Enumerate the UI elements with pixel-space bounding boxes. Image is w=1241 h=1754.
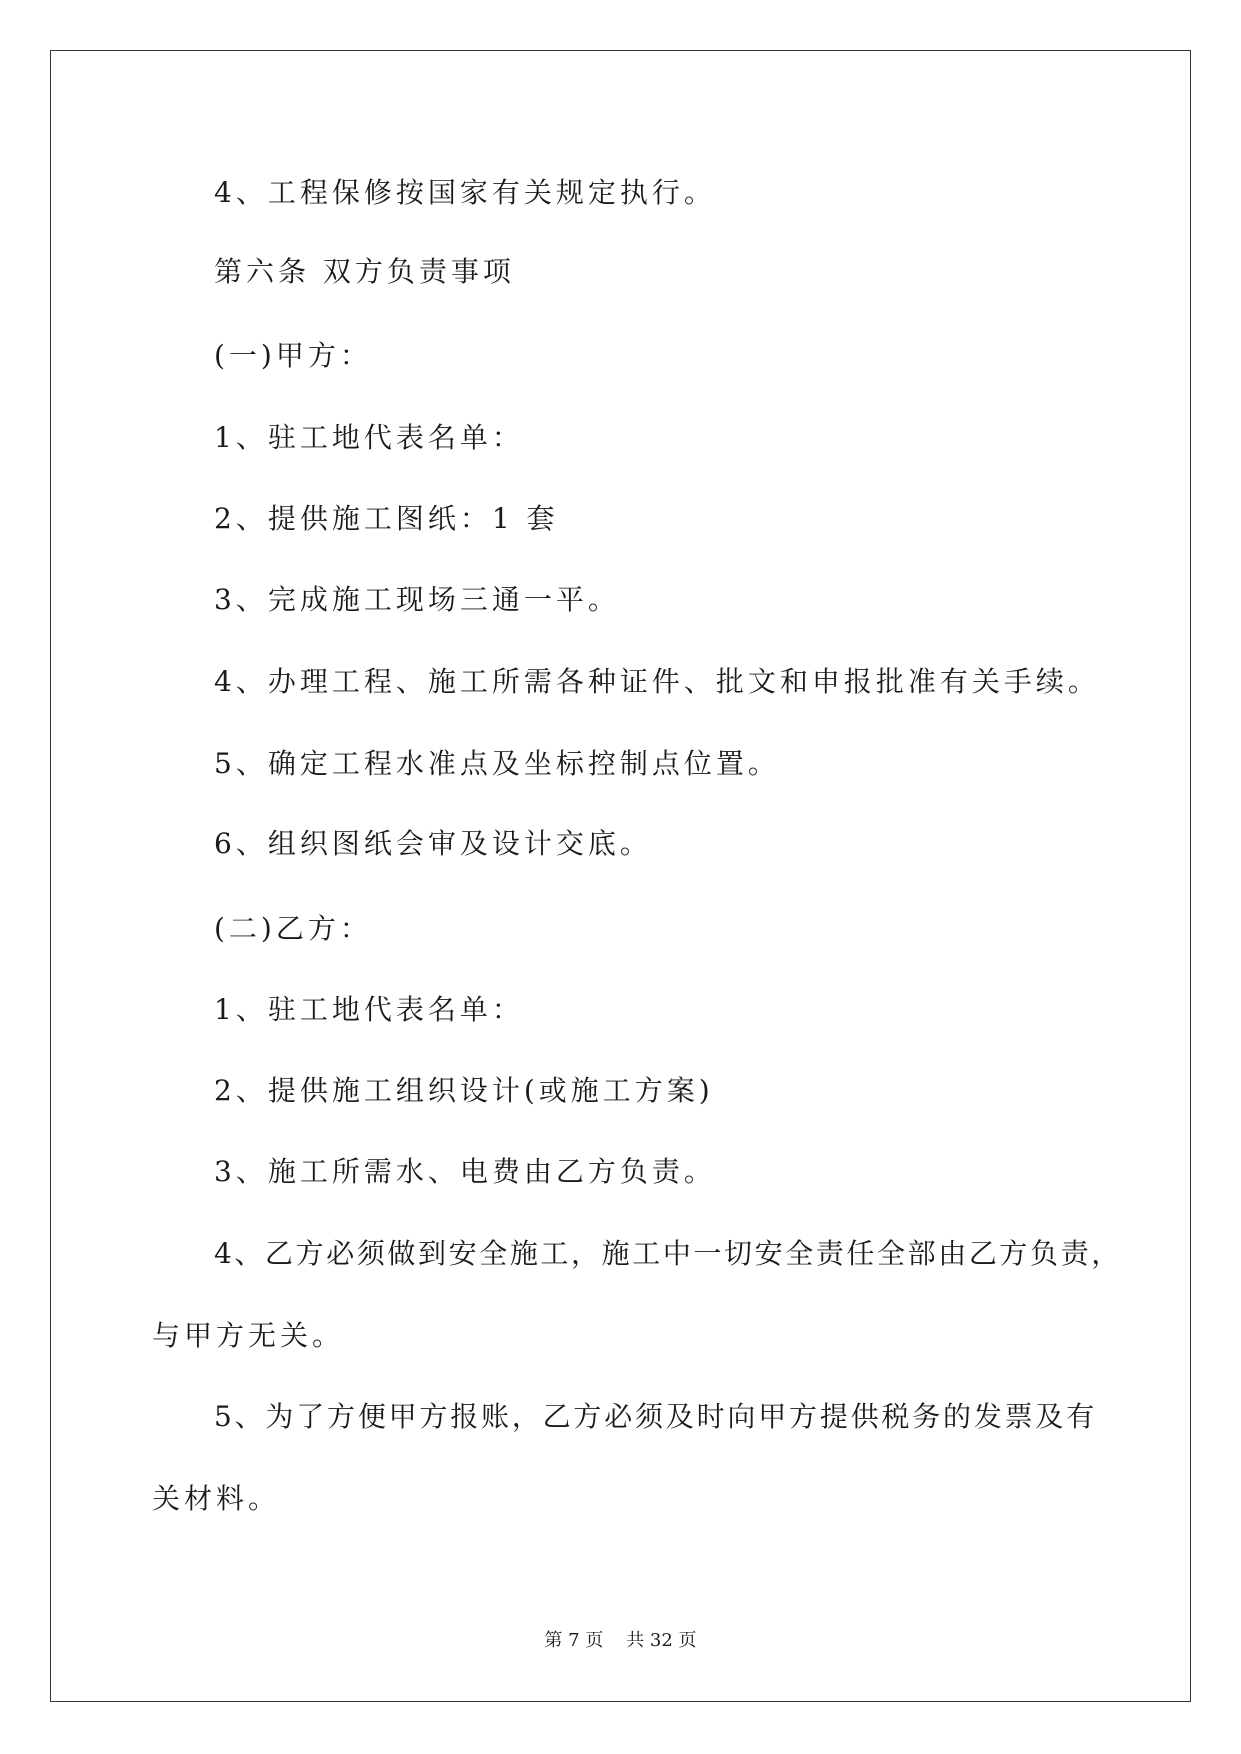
party-a-item-6: 6、组织图纸会审及设计交底。 (214, 827, 652, 860)
party-b-item-3: 3、施工所需水、电费由乙方负责。 (214, 1155, 716, 1188)
party-a-item-3: 3、完成施工现场三通一平。 (214, 583, 620, 616)
party-b-item-5-line-1: 5、为了方便甲方报账，乙方必须及时向甲方提供税务的发票及有 (214, 1400, 1098, 1433)
party-b-item-4-line-1: 4、乙方必须做到安全施工，施工中一切安全责任全部由乙方负责， (214, 1237, 1122, 1270)
party-b-item-5-line-2: 关材料。 (152, 1482, 281, 1515)
party-b-item-1: 1、驻工地代表名单： (214, 993, 524, 1026)
party-a-item-2: 2、提供施工图纸：1 套 (214, 502, 559, 535)
party-a-item-5: 5、确定工程水准点及坐标控制点位置。 (214, 747, 780, 780)
party-a-item-1: 1、驻工地代表名单： (214, 421, 524, 454)
party-a-heading: (一)甲方： (214, 339, 372, 372)
article-six-heading: 第六条 双方负责事项 (214, 255, 515, 288)
party-b-item-4-line-2: 与甲方无关。 (152, 1319, 345, 1352)
party-b-item-2: 2、提供施工组织设计(或施工方案) (214, 1074, 714, 1107)
party-a-item-4: 4、办理工程、施工所需各种证件、批文和申报批准有关手续。 (214, 665, 1100, 698)
party-b-heading: (二)乙方： (214, 912, 372, 945)
paragraph-warranty: 4、工程保修按国家有关规定执行。 (214, 176, 716, 209)
page-border (50, 50, 1191, 1702)
page-number-footer: 第 7 页 共 32 页 (544, 1630, 697, 1651)
